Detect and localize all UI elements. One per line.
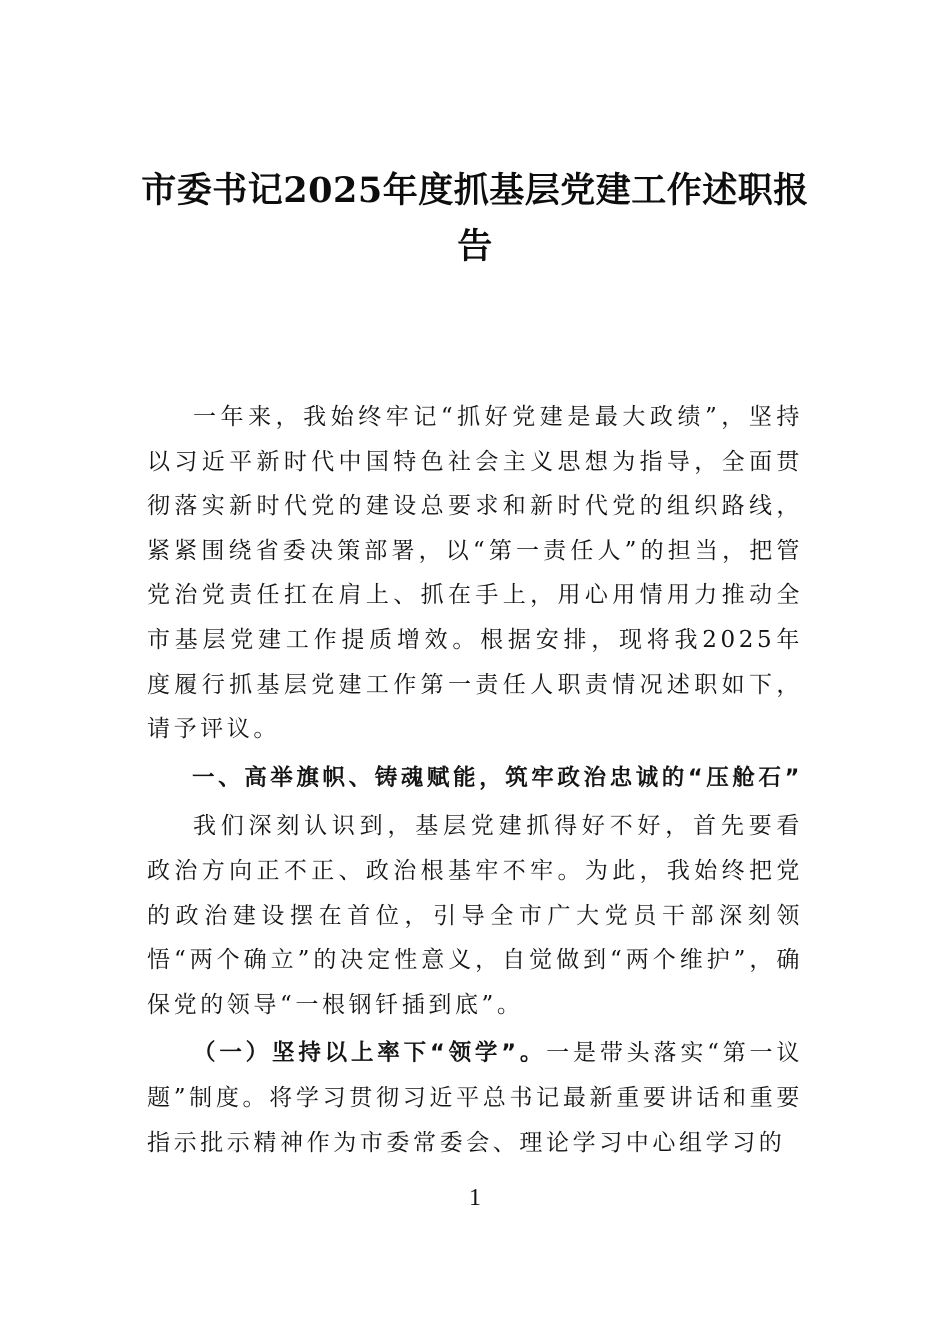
- section-1-intro-paragraph: 我们深刻认识到，基层党建抓得好不好，首先要看政治方向正不正、政治根基牢不牢。为此，我始终把党的政治建设摆在首位，引导全市广大党员干部深刻领悟“两个确立”的决定性意义，自觉做到“两个维护”，确保党的领导“一根钢钎插到底”。: [147, 813, 803, 1018]
- subsection-paragraph-1: [147, 1031, 803, 1165]
- section-heading-1: 一、高举旗帜、铸魂赋能，筑牢政治忠诚的“压舱石”: [192, 764, 803, 791]
- document-title-line-2: 告: [457, 226, 493, 267]
- document-title-line-1: 市委书记2025年度抓基层党建工作述职报: [141, 170, 809, 211]
- subsection-text-1: 一是带头落实“第一议题”制度。将学习贯彻习近平总书记最新重要讲话和重要指示批示精神作为市委常委会、理论学习中心组学习的: [147, 1040, 803, 1156]
- page-number: 1: [469, 1185, 481, 1211]
- document-body: [147, 395, 803, 1165]
- document-title: [130, 163, 820, 275]
- subsection-heading-1: （一）坚持以上率下“领学”。: [193, 1040, 547, 1067]
- intro-paragraph: 一年来，我始终牢记“抓好党建是最大政绩”，坚持以习近平新时代中国特色社会主义思想为指导，全面贯彻落实新时代党的建设总要求和新时代党的组织路线，紧紧围绕省委决策部署，以“第一责任人”的担当，把管党治党责任扛在肩上、抓在手上，用心用情用力推动全市基层党建工作提质增效。根据安排，现将我2025年度履行抓基层党建工作第一责任人职责情况述职如下，请予评议。: [147, 404, 803, 743]
